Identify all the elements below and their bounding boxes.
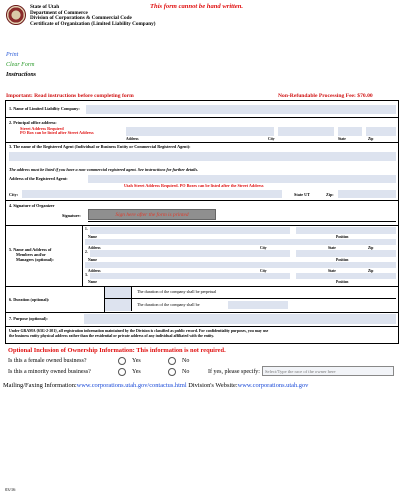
section-3-label: 3. The name of the Registered Agent (Individual or Business Entity or Commercial Registered Agent): [9,144,191,149]
minority-owned-question: Is this a minority owned business? [8,369,91,375]
member-1-city-caption: City [260,246,267,250]
clear-form-link[interactable]: Clear Form [6,62,35,68]
section-6-label: 6. Duration (optional): [9,297,50,302]
member-1-address-input[interactable] [85,239,396,245]
principal-zip-input[interactable] [366,127,396,136]
purpose-input[interactable] [84,314,396,324]
section-1-label: 1. Name of Limited Liability Company: [9,106,80,111]
website-url-link[interactable]: www.corporations.utah.gov [237,382,309,389]
member-2-city-caption: City [260,269,267,273]
fee-notice: Non-Refundable Processing Fee: $70.00 [278,93,373,99]
ownership-title: Optional Inclusion of Ownership Information: This information is not required. [8,347,226,354]
signature-line [88,221,396,222]
section-7-label: 7. Purpose (optional): [9,316,48,321]
member-1-position-caption: Position [336,235,349,239]
header-division: Division of Corporations & Commercial Code [30,15,132,22]
registered-agent-city-label: City: [9,192,19,197]
female-owned-question: Is this a female owned business? [8,358,87,364]
duration-perpetual-text: The duration of the company shall be perpetual [137,289,217,294]
duration-years-text: The duration of the company shall be [137,302,200,307]
duration-inner-line [104,298,396,299]
mailing-label: Mailing/Faxing Information: [3,382,77,389]
section-5-divider [82,225,83,286]
principal-state-caption: State [338,137,346,141]
principal-street-required: Street Address Required [20,126,64,131]
print-link[interactable]: Print [6,52,19,58]
section-5-label-3: Managers (optional): [16,257,54,262]
race-specify-label: If yes, please specify: [208,369,260,375]
member-1-zip-caption: Zip [368,246,374,250]
minority-owned-no-label: No [182,369,190,375]
female-owned-yes-label: Yes [132,358,141,364]
member-2-name-caption: Name [88,258,97,262]
principal-address-caption: Address [126,137,139,141]
form-box [5,100,399,344]
registered-agent-state-label: State UT [294,192,310,197]
member-2-state-caption: State [328,269,336,273]
female-owned-no-label: No [182,358,190,364]
member-3-number: 3. [85,273,88,277]
sign-here-text: Sign here after the form is printed [115,212,189,218]
form-version: 03/16 [5,487,16,492]
member-2-position-caption: Position [336,258,349,262]
female-owned-no-radio[interactable] [168,357,176,365]
principal-city-input[interactable] [278,127,334,136]
member-3-name-caption: Name [88,280,97,284]
member-1-number: 1. [85,227,88,231]
mailing-url-link[interactable]: www.corporations.utah.gov/contactus.html [76,382,187,389]
principal-state-input[interactable] [338,127,362,136]
member-2-address-input[interactable] [85,262,396,268]
member-1-address-caption: Address [88,246,101,250]
registered-agent-name-input[interactable] [9,152,396,161]
member-2-address-caption: Address [88,269,101,273]
section-6-divider [104,286,105,312]
race-select-input[interactable] [262,366,394,376]
footer-links [3,382,308,389]
member-1-name-caption: Name [88,235,97,239]
minority-owned-yes-label: Yes [132,369,141,375]
duration-perpetual-box[interactable] [104,287,132,298]
principal-city-caption: City [268,137,275,141]
member-3-position-caption: Position [336,280,349,284]
member-3-name-input[interactable] [90,273,290,279]
registered-agent-zip-label: Zip: [326,192,334,197]
member-2-zip-caption: Zip [368,269,374,273]
grama-notice-1: Under GRAMA {63G-2-201}, all registration information maintained by the Division is classified as public record. For confidentiality purposes, you may use [9,329,269,333]
sign-here-button[interactable] [88,209,216,220]
grama-notice-2: the business entity physical address rather than the residential or private address of any individual affiliated with the entity. [9,334,215,338]
member-1-state-caption: State [328,246,336,250]
section-4-label: 4. Signature of Organizer [9,203,55,208]
llc-name-input[interactable] [86,105,396,114]
section-5-label-1: 5. Name and Address of [9,247,52,252]
member-2-name-input[interactable] [90,250,290,257]
section-5-label-2: Members and/or [16,252,46,257]
registered-agent-city-input[interactable] [22,190,282,198]
minority-owned-yes-radio[interactable] [118,368,126,376]
state-seal-logo [6,5,26,25]
handwritten-warning: This form cannot be hand written. [150,3,244,10]
registered-agent-address-input[interactable] [88,175,396,183]
principal-pobox-note: PO Box can be listed after Street Address [20,130,94,135]
registered-agent-address-label: Address of the Registered Agent: [9,176,68,181]
member-3-position-input[interactable] [296,273,396,279]
principal-zip-caption: Zip [368,137,374,141]
member-2-position-input[interactable] [296,250,396,257]
header-state: State of Utah [30,4,60,10]
female-owned-yes-radio[interactable] [118,357,126,365]
member-1-position-input[interactable] [296,227,396,234]
section-2-label: 2. Principal office address: [9,120,57,125]
registered-agent-zip-input[interactable] [338,190,396,198]
duration-years-input[interactable] [228,301,288,309]
race-select-placeholder: Select/Type the race of the owner here [265,369,336,374]
header-form-title: Certificate of Organization (Limited Liability Company) [30,20,156,27]
signature-label: Signature: [62,213,81,218]
registered-agent-note: The address must be listed if you have a non-commercial registered agent. See instructions for further details. [9,167,199,172]
principal-address-input[interactable] [126,127,274,136]
registered-agent-utah-required: Utah Street Address Required. PO Boxes can be listed after the Street Address [124,183,264,188]
minority-owned-no-radio[interactable] [168,368,176,376]
website-label: Division's Website: [188,382,238,389]
instructions-link[interactable]: Instructions [6,72,37,78]
member-2-number: 2. [85,250,88,254]
header-department: Department of Commerce [30,9,88,16]
duration-years-box[interactable] [104,299,132,311]
important-notice: Important: Read instructions before completing form [6,93,134,99]
member-1-name-input[interactable] [90,227,290,234]
